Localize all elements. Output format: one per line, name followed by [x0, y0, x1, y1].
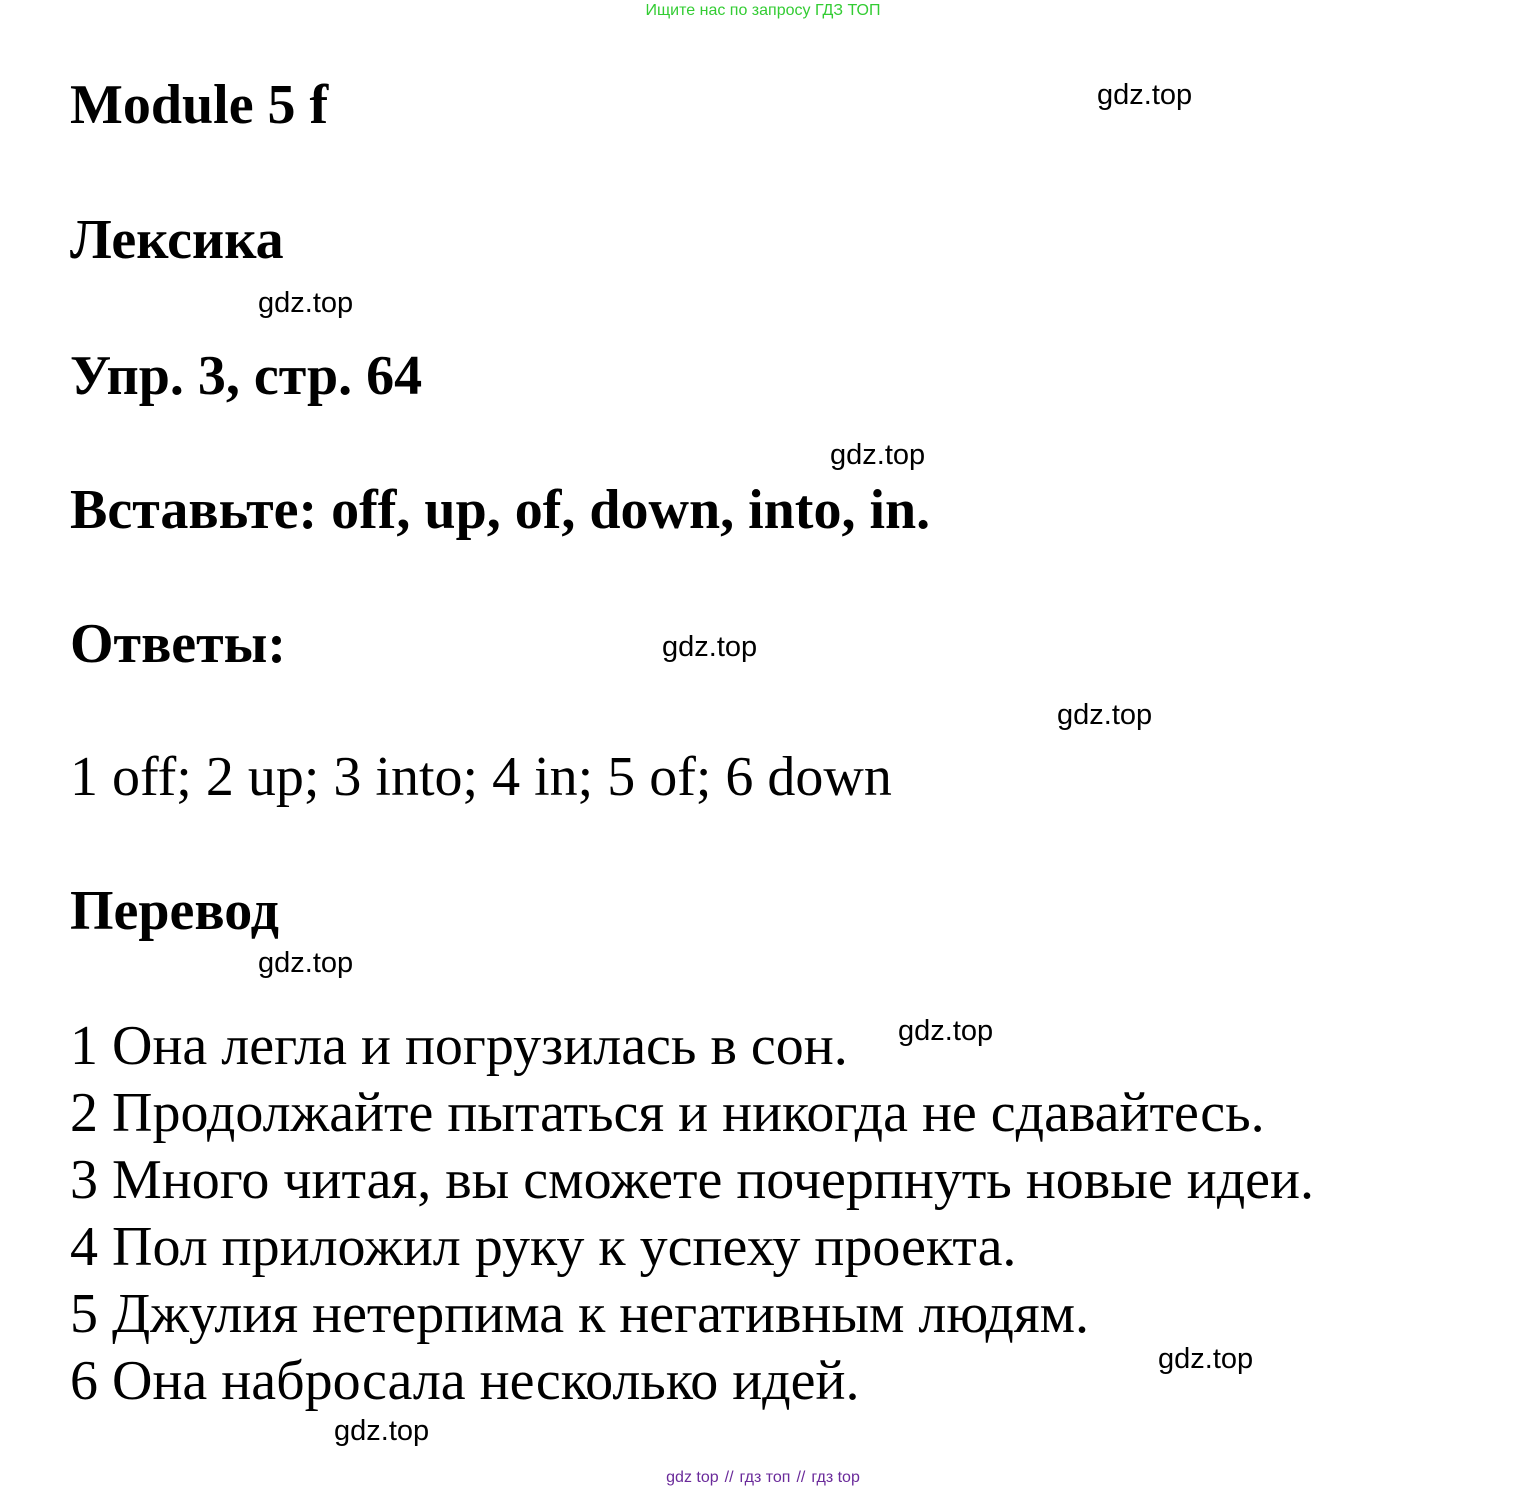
watermark: gdz.top	[662, 631, 758, 663]
translation-item: 6 Она набросала несколько идей.	[70, 1350, 860, 1412]
watermark: gdz.top	[334, 1415, 430, 1447]
footer-link-gdz-top-ru[interactable]: гдз топ	[739, 1469, 791, 1486]
answers-heading: Ответы:	[70, 613, 287, 675]
footer	[0, 1467, 1526, 1489]
translation-item: 1 Она легла и погрузилась в сон.	[70, 1015, 848, 1077]
footer-link-gdz-top[interactable]: gdz top	[666, 1469, 719, 1486]
watermark: gdz.top	[258, 287, 354, 319]
watermark: gdz.top	[1097, 79, 1193, 111]
module-title: Module 5 f	[70, 74, 329, 136]
translation-list	[70, 1013, 1314, 1415]
task-instruction: Вставьте: off, up, of, down, into, in.	[70, 479, 931, 541]
translation-heading: Перевод	[70, 880, 279, 942]
watermark: gdz.top	[1158, 1343, 1254, 1375]
top-banner: Ищите нас по запросу ГДЗ ТОП	[645, 2, 881, 19]
watermark: gdz.top	[258, 947, 354, 979]
footer-separator: //	[724, 1469, 734, 1486]
translation-item: 2 Продолжайте пытаться и никогда не сдавайтесь.	[70, 1082, 1265, 1144]
watermark: gdz.top	[1057, 699, 1153, 731]
translation-item: 3 Много читая, вы сможете почерпнуть новые идеи.	[70, 1149, 1315, 1211]
translation-item: 4 Пол приложил руку к успеху проекта.	[70, 1216, 1017, 1278]
section-heading: Лексика	[70, 209, 284, 271]
footer-link-gdz-top-mixed[interactable]: гдз top	[811, 1469, 860, 1486]
watermark: gdz.top	[898, 1015, 994, 1047]
exercise-heading: Упр. 3, стр. 64	[70, 345, 423, 407]
translation-item: 5 Джулия нетерпима к негативным людям.	[70, 1283, 1090, 1345]
footer-separator: //	[796, 1469, 806, 1486]
watermark: gdz.top	[830, 439, 926, 471]
answers-text: 1 off; 2 up; 3 into; 4 in; 5 of; 6 down	[70, 746, 892, 808]
